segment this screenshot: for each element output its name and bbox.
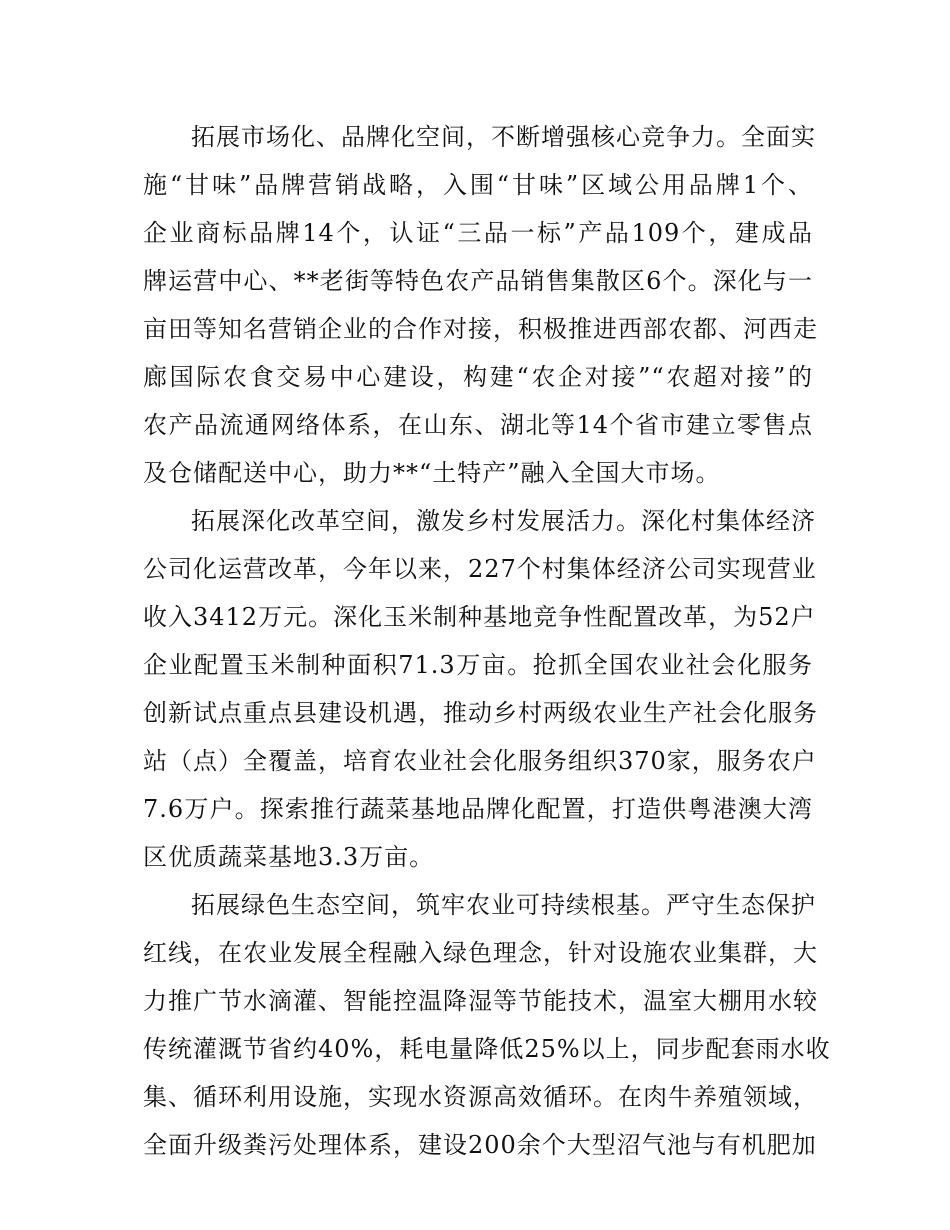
text-line: 区优质蔬菜基地3.3万亩。: [143, 843, 435, 871]
text-line: 集、循环利用设施，实现水资源高效循环。在肉牛养殖领域，: [143, 1083, 818, 1111]
text-line: 企业配置玉米制种面积71.3万亩。抢抓全国农业社会化服务: [143, 651, 813, 679]
text-line: 力推广节水滴灌、智能控温降湿等节能技术，温室大棚用水较: [143, 987, 818, 1015]
text-line: 农产品流通网络体系，在山东、湖北等14个省市建立零售点: [143, 411, 813, 439]
text-line: 传统灌溉节省约40%，耗电量降低25%以上，同步配套雨水收: [143, 1035, 831, 1063]
text-line: 廊国际农食交易中心建设，构建“农企对接”“农超对接”的: [143, 363, 813, 391]
body-text: [143, 113, 831, 1169]
text-line: 拓展绿色生态空间，筑牢农业可持续根基。严守生态保护: [191, 891, 816, 919]
text-line: 亩田等知名营销企业的合作对接，积极推进西部农都、河西走: [143, 315, 818, 343]
text-line: 收入3412万元。深化玉米制种基地竞争性配置改革，为52户: [143, 603, 816, 631]
text-line: 企业商标品牌14个，认证“三品一标”产品109个，建成品: [143, 219, 813, 247]
text-line: 拓展深化改革空间，激发乡村发展活力。深化村集体经济: [191, 507, 816, 535]
text-line: 拓展市场化、品牌化空间，不断增强核心竞争力。全面实: [191, 123, 816, 151]
text-line: 施“甘味”品牌营销战略，入围“甘味”区域公用品牌1个、: [143, 171, 813, 199]
text-line: 创新试点重点县建设机遇，推动乡村两级农业生产社会化服务: [143, 699, 818, 727]
text-line: 及仓储配送中心，助力**“土特产”融入全国大市场。: [143, 459, 721, 487]
text-line: 公司化运营改革，今年以来，227个村集体经济公司实现营业: [143, 555, 817, 583]
paragraph-market-branding: [143, 113, 818, 497]
text-line: 红线，在农业发展全程融入绿色理念，针对设施农业集群，大: [143, 939, 818, 967]
text-line: 7.6万户。探索推行蔬菜基地品牌化配置，打造供粤港澳大湾: [143, 795, 813, 823]
text-line: 牌运营中心、**老街等特色农产品销售集散区6个。深化与一: [143, 267, 813, 295]
paragraph-reform: [143, 497, 818, 881]
text-line: 全面升级粪污处理体系，建设200余个大型沼气池与有机肥加: [143, 1131, 817, 1159]
text-line: 站（点）全覆盖，培育农业社会化服务组织370家，服务农户: [143, 747, 817, 775]
paragraph-green-ecology: [143, 881, 831, 1169]
